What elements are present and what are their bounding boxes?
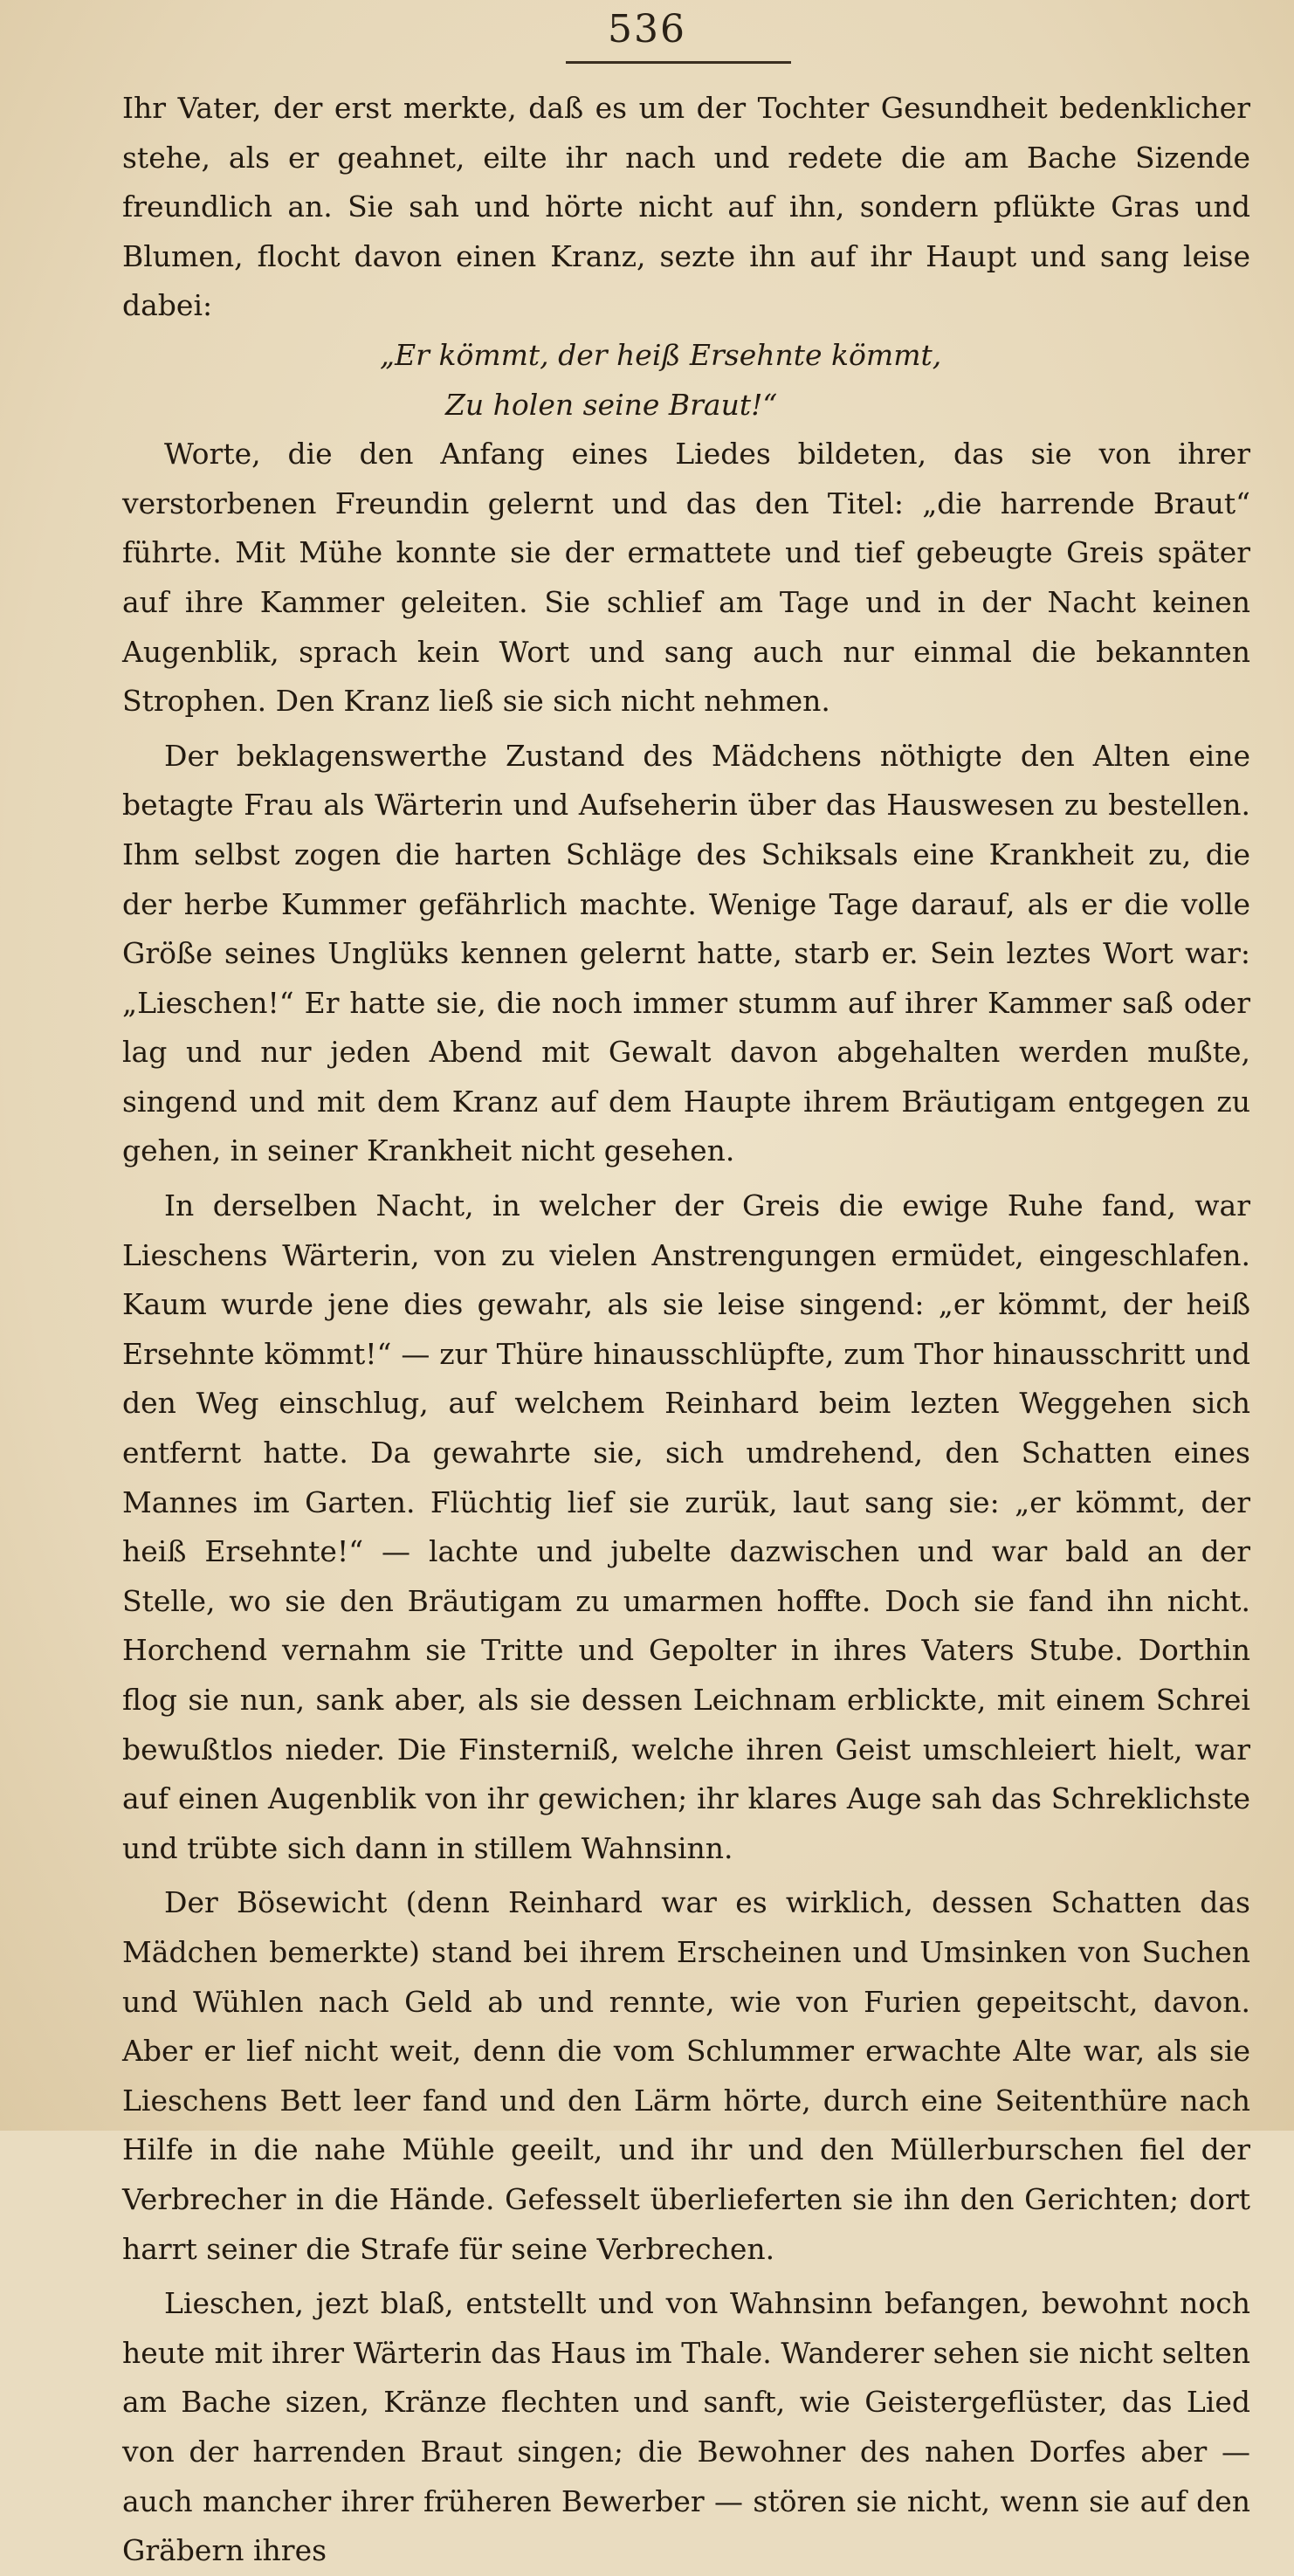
paragraph-4: In derselben Nacht, in welcher der Greis die ewige Ruhe fand, war Lieschens Wärterin, von zu vielen Anstrengungen ermüdet, eingeschlafen. Kaum wurde jene dies gewahr, als sie leise singend: „er kömmt, der heiß Ersehnte kömmt!“ — zur Thüre hinausschlüpfte, zum Thor hinausschritt und den Weg einschlug, auf welchem Reinhard beim lezten Weggehen sich entfernt hatte. Da gewahrte sie, sich umdrehend, den Schatten eines Mannes im Garten. Flüchtig lief sie zurük, laut sang sie: „er kömmt, der heiß Ersehnte!“ — lachte und jubelte dazwischen und war bald an der Stelle, wo sie den Bräutigam zu umarmen hoffte. Doch sie fand ihn nicht. Horchend vernahm sie Tritte und Gepolter in ihres Vaters Stube. Dorthin flog sie nun, sank aber, als sie dessen Leichnam erblickte, mit einem Schrei bewußtlos nieder. Die Finsterniß, welche ihren Geist umschleiert hielt, war auf einen Augenblik von ihr gewichen; ihr klares Auge sah das Schreklichste und trübte sich dann in stillem Wahnsinn. bbox=[122, 1188, 1250, 1865]
verse-line-2: Zu holen seine Braut!“ bbox=[445, 387, 778, 422]
paragraph-2: Worte, die den Anfang eines Liedes bildeten, das sie von ihrer verstorbenen Freundin gelernt und das den Titel: „die harrende Braut“ führte. Mit Mühe konnte sie der ermattete und tief gebeugte Greis später auf ihre Kammer geleiten. Sie schlief am Tage und in der Nacht keinen Augenblik, sprach kein Wort und sang auch nur einmal die bekannten Strophen. Den Kranz ließ sie sich nicht nehmen. bbox=[122, 437, 1250, 719]
page-number: 536 bbox=[608, 7, 686, 52]
paragraph-3: Der beklagenswerthe Zustand des Mädchens nöthigte den Alten eine betagte Frau als Wärterin und Aufseherin über das Hauswesen zu bestellen. Ihm selbst zogen die harten Schläge des Schiksals eine Krankheit zu, die der herbe Kummer gefährlich machte. Wenige Tage darauf, als er die volle Größe seines Unglüks kennen gelernt hatte, starb er. Sein leztes Wort war: „Lieschen!“ Er hatte sie, die noch immer stumm auf ihrer Kammer saß oder lag und nur jeden Abend mit Gewalt davon abgehalten werden mußte, singend und mit dem Kranz auf dem Haupte ihrem Bräutigam entgegen zu gehen, in seiner Krankheit nicht gesehen. bbox=[122, 738, 1250, 1168]
header-rule bbox=[566, 61, 791, 64]
paragraph-1: Ihr Vater, der erst merkte, daß es um der Tochter Gesundheit bedenklicher stehe, als er geahnet, eilte ihr nach und redete die am Bache Sizende freundlich an. Sie sah und hörte nicht auf ihn, sondern pflükte Gras und Blumen, flocht davon einen Kranz, sezte ihn auf ihr Haupt und sang leise dabei: bbox=[122, 91, 1250, 323]
verse-quote bbox=[122, 331, 1250, 430]
paragraph-5: Der Bösewicht (denn Reinhard war es wirklich, dessen Schatten das Mädchen bemerkte) stand bei ihrem Erscheinen und Umsinken von Suchen und Wühlen nach Geld ab und rennte, wie von Furien gepeitscht, davon. Aber er lief nicht weit, denn die vom Schlummer erwachte Alte war, als sie Lieschens Bett leer fand und den Lärm hörte, durch eine Seitenthüre nach Hilfe in die nahe Mühle geeilt, und ihr und den Müllerburschen fiel der Verbrecher in die Hände. Gefesselt überlieferten sie ihn den Gerichten; dort harrt seiner die Strafe für seine Verbrechen. bbox=[122, 1885, 1250, 2266]
verse-line-1: „Er kömmt, der heiß Ersehnte kömmt, bbox=[380, 337, 942, 372]
paragraph-6: Lieschen, jezt blaß, entstellt und von Wahnsinn befangen, bewohnt noch heute mit ihrer Wärterin das Haus im Thale. Wanderer sehen sie nicht selten am Bache sizen, Kränze flechten und sanft, wie Geistergeflüster, das Lied von der harrenden Braut singen; die Bewohner des nahen Dorfes aber — auch mancher ihrer früheren Bewerber — stören sie nicht, wenn sie auf den Gräbern ihres bbox=[122, 2286, 1250, 2568]
body-text bbox=[122, 84, 1250, 2576]
